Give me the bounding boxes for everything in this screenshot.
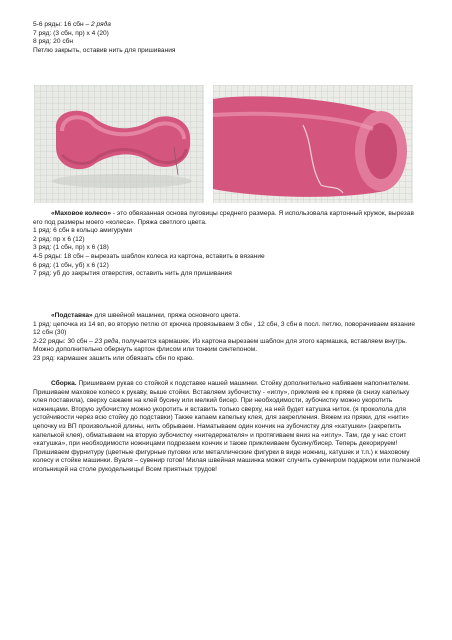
intro-block — [33, 21, 175, 55]
flywheel-row: 7 ряд: уб до закрытия отверстия, оставить нить для пришивания — [33, 270, 232, 278]
flywheel-title: «Маховое колесо» — [51, 210, 112, 217]
stand-description: «Подставка» для швейной машинки, пряжа основного цвета. — [51, 312, 241, 319]
flywheel-row: 2 ряд: пр х 6 (12) — [33, 235, 85, 243]
flywheel-row: 1 ряд: 6 сбн в кольцо амигуруми — [33, 227, 133, 235]
section-flywheel — [33, 210, 423, 279]
section-assembly — [33, 380, 423, 475]
photo-crochet-sleeve — [34, 85, 204, 203]
flywheel-row: 6 ряд: (1 сбн, уб) х 6 (12) — [33, 261, 109, 269]
assembly-text: Сборка. Пришиваем рукав со стойкой к подставке нашей машинки. Стойку дополнительно набиваем наполнителем. Пришиваем маховое колесо к рукаву, выше стойки. Вставляем зубочистку - «иглу», приклеив ее к пряже (в снизу капельку клея поставила), сверху сажаем на клей бусину или мелкий бисер. При необходимости, зубочистку можно укоротить ножницами. Вторую зубочистку можно укоротить и вставить только сверху, на ней будет катушка ниток. (я проколола для устойчивости через всю стойку до подставки) Также капаем капельку клея, для закрепления. Вяжем из пряжи, для «нити» цепочку из ВП произвольной длины, нить обрываем. Наматываем один кончик на зубочистку для «катушки» (закрепить капелькой клея), обматываем на вторую зубочистку «нитедержателя» и протягиваем вниз на «иглу». Там, где у нас стоит «катушка», при необходимости ножницами подрезаем кончик и также приклеиваем бусину/бисер. Теперь декорируем! Пришиваем фурнитуру (цветные фигурные пуговки или металлические фигурки в виде ножниц, катушек и т.п.) к маховому колесу и стойке машинки. Вуаля – сувенир готов! Милая швейная машинка может случить сувениром подарком или полезной игольницей на столе рукодельницы! Всем приятных трудов! — [33, 380, 421, 473]
section-stand — [33, 312, 423, 364]
stand-row-1: 1 ряд: цепочка из 14 вп, во вторую петлю от крючка провязываем 3 сбн , 12 сбн, 3 сбн в посл. петлю, поворачиваем вязание 12 сбн (30) — [33, 320, 416, 337]
stand-row-2: 2-22 ряды: 30 сбн – 23 ряда, получается кармашек. Из картона вырезаем шаблон для этого кармашка, вставляем внутрь. Можно дополнительно обернуть картон флисом или тонким синтепоном. — [33, 337, 408, 354]
intro-line-4: Петлю закрыть, оставив нить для пришивания — [33, 46, 176, 54]
intro-line-1: 5-6 ряды: 16 сбн – 2 ряда — [33, 21, 111, 28]
stand-row-3: 23 ряд: кармашек зашить или обвязать сбн по краю. — [33, 354, 194, 362]
intro-line-3: 8 ряд: 20 сбн — [33, 38, 74, 46]
photo-crochet-stand — [213, 85, 413, 203]
flywheel-row: 3 ряд: (1 сбн, пр) х 6 (18) — [33, 244, 109, 252]
stand-title: «Подставка» — [51, 312, 93, 319]
assembly-title: Сборка. — [51, 380, 77, 387]
intro-line-2: 7 ряд: (3 сбн, пр) х 4 (20) — [33, 29, 109, 37]
flywheel-description: «Маховое колесо» - это обвязанная основа пуговицы среднего размера. Я использовала картонный кружок, вырезав его под размеры моего «колеса». Пряжа светлого цвета. — [33, 210, 414, 226]
flywheel-row: 4-5 ряды: 18 сбн – вырезать шаблон колеса из картона, вставить в вязание — [33, 252, 265, 260]
